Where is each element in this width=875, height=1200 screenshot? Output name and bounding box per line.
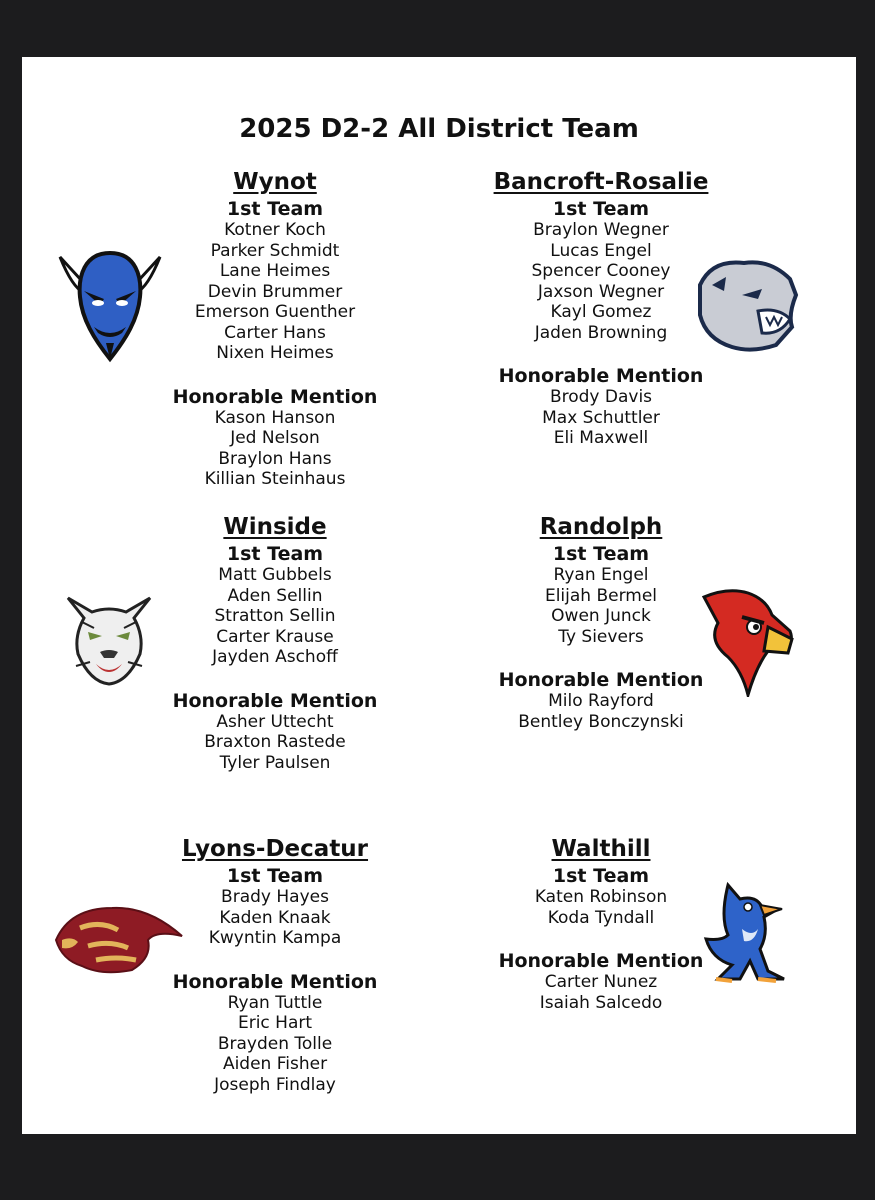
player-name: Braylon Hans xyxy=(218,448,332,469)
player-name: Kaden Knaak xyxy=(219,907,331,928)
player-name: Ty Sievers xyxy=(558,626,644,647)
player-name: Lane Heimes xyxy=(219,261,331,281)
panther-logo-icon xyxy=(692,255,800,355)
player-name: Isaiah Salcedo xyxy=(539,992,663,1013)
cardinal-logo-icon xyxy=(698,587,794,697)
player-name: Brady Hayes xyxy=(221,887,329,907)
first-team-heading: 1st Team xyxy=(226,543,324,565)
school-name: Wynot xyxy=(233,169,317,195)
blue-jay-logo-icon xyxy=(698,879,792,989)
player-name: Kason Hanson xyxy=(214,407,336,428)
school-name: Bancroft-Rosalie xyxy=(493,169,709,195)
team-block-wynot xyxy=(125,169,425,490)
player-name: Max Schuttler xyxy=(542,407,660,428)
player-name: Braylon Wegner xyxy=(533,220,669,240)
honorable-mention-list xyxy=(451,691,751,732)
player-name: Owen Junck xyxy=(551,606,651,626)
first-team-heading: 1st Team xyxy=(226,198,324,220)
page-title: 2025 D2-2 All District Team xyxy=(239,114,639,144)
player-name: Carter Krause xyxy=(216,626,334,647)
honorable-mention-heading: Honorable Mention xyxy=(172,689,378,712)
honorable-mention-list xyxy=(125,712,425,774)
school-name: Winside xyxy=(223,514,327,540)
lion-logo-icon xyxy=(52,900,186,976)
player-name: Katen Robinson xyxy=(534,887,668,907)
player-name: Bentley Bonczynski xyxy=(518,711,684,732)
blue-devil-logo-icon xyxy=(54,247,166,365)
team-block-winside xyxy=(125,514,425,773)
player-name: Jaxson Wegner xyxy=(537,281,665,302)
honorable-mention-heading: Honorable Mention xyxy=(498,669,704,691)
honorable-mention-heading: Honorable Mention xyxy=(498,365,704,387)
honorable-mention-list xyxy=(125,408,425,490)
player-name: Devin Brummer xyxy=(207,281,343,302)
player-name: Brody Davis xyxy=(549,387,653,407)
honorable-mention-list xyxy=(451,387,751,449)
first-team-heading: 1st Team xyxy=(552,198,650,220)
player-name: Ryan Engel xyxy=(553,565,649,585)
wildcat-logo-icon xyxy=(60,592,158,688)
player-name: Eric Hart xyxy=(237,1013,313,1033)
player-name: Parker Schmidt xyxy=(210,240,340,261)
player-name: Carter Nunez xyxy=(544,972,658,992)
player-name: Kotner Koch xyxy=(224,220,326,240)
first-team-list xyxy=(125,565,425,668)
player-name: Asher Uttecht xyxy=(216,711,334,732)
first-team-heading: 1st Team xyxy=(552,865,650,887)
first-team-heading: 1st Team xyxy=(552,543,650,565)
honorable-mention-list xyxy=(125,993,425,1096)
player-name: Nixen Heimes xyxy=(216,343,334,363)
school-name: Randolph xyxy=(539,514,663,540)
player-name: Brayden Tolle xyxy=(217,1033,333,1054)
player-name: Jaden Browning xyxy=(534,322,668,343)
player-name: Aiden Fisher xyxy=(222,1054,328,1074)
document-page xyxy=(22,57,856,1134)
player-name: Jed Nelson xyxy=(230,428,320,448)
honorable-mention-heading: Honorable Mention xyxy=(172,970,378,993)
player-name: Stratton Sellin xyxy=(214,606,336,626)
player-name: Emerson Guenther xyxy=(194,302,356,322)
player-name: Ryan Tuttle xyxy=(227,992,323,1013)
player-name: Spencer Cooney xyxy=(531,261,671,281)
school-name: Walthill xyxy=(551,836,651,862)
player-name: Jayden Aschoff xyxy=(212,647,338,667)
player-name: Killian Steinhaus xyxy=(204,469,346,489)
honorable-mention-heading: Honorable Mention xyxy=(498,950,704,972)
player-name: Carter Hans xyxy=(224,322,326,343)
school-name: Lyons-Decatur xyxy=(181,836,369,862)
player-name: Elijah Bermel xyxy=(544,585,658,606)
player-name: Eli Maxwell xyxy=(553,428,649,448)
player-name: Kwyntin Kampa xyxy=(208,928,342,948)
player-name: Joseph Findlay xyxy=(214,1074,336,1095)
player-name: Aden Sellin xyxy=(227,585,323,606)
first-team-heading: 1st Team xyxy=(226,865,324,887)
first-team-list xyxy=(125,220,425,364)
player-name: Lucas Engel xyxy=(550,240,652,261)
player-name: Milo Rayford xyxy=(548,691,654,711)
player-name: Matt Gubbels xyxy=(218,565,332,585)
honorable-mention-heading: Honorable Mention xyxy=(172,385,378,408)
player-name: Koda Tyndall xyxy=(547,907,655,928)
player-name: Braxton Rastede xyxy=(204,732,346,752)
player-name: Kayl Gomez xyxy=(550,302,652,322)
player-name: Tyler Paulsen xyxy=(219,752,331,773)
